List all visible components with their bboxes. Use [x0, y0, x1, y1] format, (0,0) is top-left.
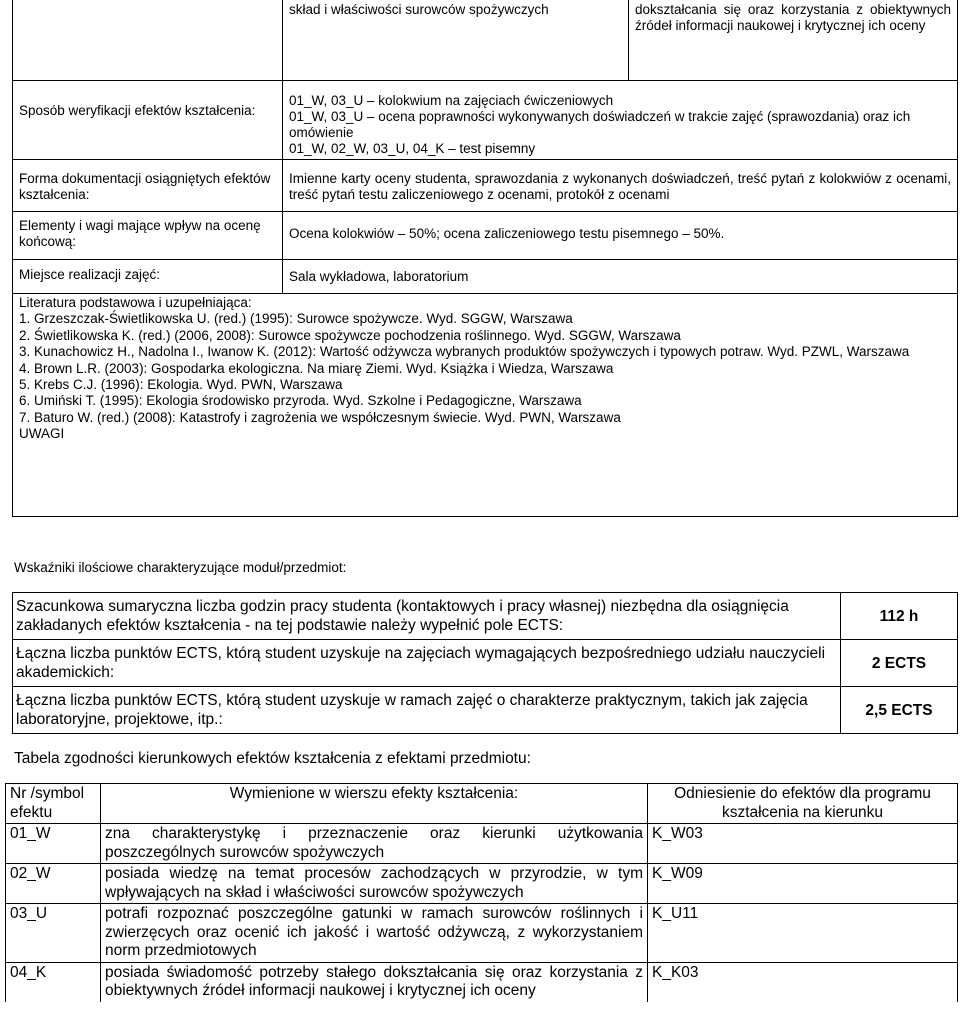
verification-line: 01_W, 03_U – kolokwium na zajęciach ćwiczeniowych	[289, 92, 614, 108]
effects-table	[5, 783, 958, 1002]
effect-symbol: 04_K	[6, 962, 101, 1002]
documentation-label: Forma dokumentacji osiągniętych efektów kształcenia:	[13, 159, 283, 211]
indicator-label: Łączna liczba punktów ECTS, którą student uzyskuje w ramach zajęć o charakterze praktycznym, takich jak zajęcia laboratoryjne, projektowe, itp.:	[13, 687, 841, 734]
header-reference: Odniesienie do efektów dla programu kształcenia na kierunku	[648, 784, 958, 824]
effect-description: posiada wiedzę na temat procesów zachodzących w przyrodzie, w tym wpływających na skład i właściwości surowców spożywczych	[101, 864, 648, 904]
course-info-table	[12, 0, 958, 294]
place-label: Miejsce realizacji zajęć:	[13, 259, 283, 293]
literature-item: 7. Baturo W. (red.) (2008): Katastrofy i zagrożenia we współczesnym świecie. Wyd. PWN, Warszawa	[19, 409, 621, 425]
effect-reference: K_U11	[648, 904, 958, 963]
literature-item: 3. Kunachowicz H., Nadolna I., Iwanow K. (2012): Wartość odżywcza wybranych produktów spożywczych i typowych potraw. Wyd. PZWL, Warszawa	[19, 344, 910, 360]
effect-description: zna charakterystykę i przeznaczenie oraz kierunki użytkowania poszczególnych surowców spożywczych	[101, 824, 648, 864]
literature-section	[12, 293, 958, 517]
literature-heading: Literatura podstawowa i uzupełniająca:	[19, 295, 252, 310]
literature-item: 4. Brown L.R. (2003): Gospodarka ekologiczna. Na miarę Ziemi. Wyd. Książka i Wiedza, Warszawa	[19, 360, 614, 376]
empty-cell	[13, 0, 283, 80]
effect-reference: K_K03	[648, 962, 958, 1002]
literature-item: 6. Umiński T. (1995): Ekologia środowisko przyroda. Wyd. Szkolne i Pedagogiczne, Warszawa	[19, 393, 582, 409]
literature-item: 2. Świetlikowska K. (red.) (2006, 2008): Surowce spożywcze pochodzenia roślinnego. Wyd. SGGW, Warszawa	[19, 327, 681, 343]
header-symbol: Nr /symbol efektu	[6, 784, 101, 824]
indicators-title: Wskaźniki ilościowe charakteryzujące moduł/przedmiot:	[14, 560, 347, 575]
effect-reference: K_W09	[648, 864, 958, 904]
documentation-value: Imienne karty oceny studenta, sprawozdania z wykonanych doświadczeń, treść pytań z kolokwiów z ocenami, treść pytań testu zaliczeniowego z ocenami, protokół z ocenami	[283, 159, 958, 211]
outcome-cell: dokształcania się oraz korzystania z obiektywnych źródeł informacji naukowej i krytycznej ich oceny	[629, 0, 958, 80]
literature-item: 5. Krebs C.J. (1996): Ekologia. Wyd. PWN, Warszawa	[19, 377, 343, 393]
effect-symbol: 02_W	[6, 864, 101, 904]
indicator-value: 2 ECTS	[841, 640, 958, 687]
place-value: Sala wykładowa, laboratorium	[283, 259, 958, 293]
header-description: Wymienione w wierszu efekty kształcenia:	[101, 784, 648, 824]
verification-value	[283, 80, 958, 159]
indicator-value: 2,5 ECTS	[841, 687, 958, 734]
weights-value: Ocena kolokwiów – 50%; ocena zaliczeniowego testu pisemnego – 50%.	[283, 211, 958, 259]
indicator-value: 112 h	[841, 593, 958, 640]
verification-line: 01_W, 03_U – ocena poprawności wykonywanych doświadczeń w trakcie zajęć (sprawozdania) oraz ich omówienie	[289, 108, 911, 140]
effect-description: potrafi rozpoznać poszczególne gatunki w ramach surowców roślinnych i zwierzęcych oraz ocenić ich jakość i wartość odżywczą, z wykorzystaniem norm przedmiotowych	[101, 904, 648, 963]
verification-label: Sposób weryfikacji efektów kształcenia:	[13, 80, 283, 159]
notes-label: UWAGI	[19, 426, 65, 442]
indicator-label: Szacunkowa sumaryczna liczba godzin pracy studenta (kontaktowych i pracy własnej) niezbędna dla osiągnięcia zakładanych efektów kształcenia - na tej podstawie należy wypełnić pole ECTS:	[13, 593, 841, 640]
effects-table-title: Tabela zgodności kierunkowych efektów kształcenia z efektami przedmiotu:	[14, 750, 531, 767]
indicators-table	[12, 592, 958, 734]
indicator-label: Łączna liczba punktów ECTS, którą student uzyskuje na zajęciach wymagających bezpośredniego udziału nauczycieli akademickich:	[13, 640, 841, 687]
literature-item: 1. Grzeszczak-Świetlikowska U. (red.) (1995): Surowce spożywcze. Wyd. SGGW, Warszawa	[19, 311, 573, 327]
effect-symbol: 01_W	[6, 824, 101, 864]
verification-line: 01_W, 02_W, 03_U, 04_K – test pisemny	[289, 140, 536, 156]
effect-symbol: 03_U	[6, 904, 101, 963]
outcome-cell: skład i właściwości surowców spożywczych	[283, 0, 629, 80]
effect-reference: K_W03	[648, 824, 958, 864]
effect-description: posiada świadomość potrzeby stałego dokształcania się oraz korzystania z obiektywnych źródeł informacji naukowej i krytycznej ich oceny	[101, 962, 648, 1002]
weights-label: Elementy i wagi mające wpływ na ocenę końcową:	[13, 211, 283, 259]
